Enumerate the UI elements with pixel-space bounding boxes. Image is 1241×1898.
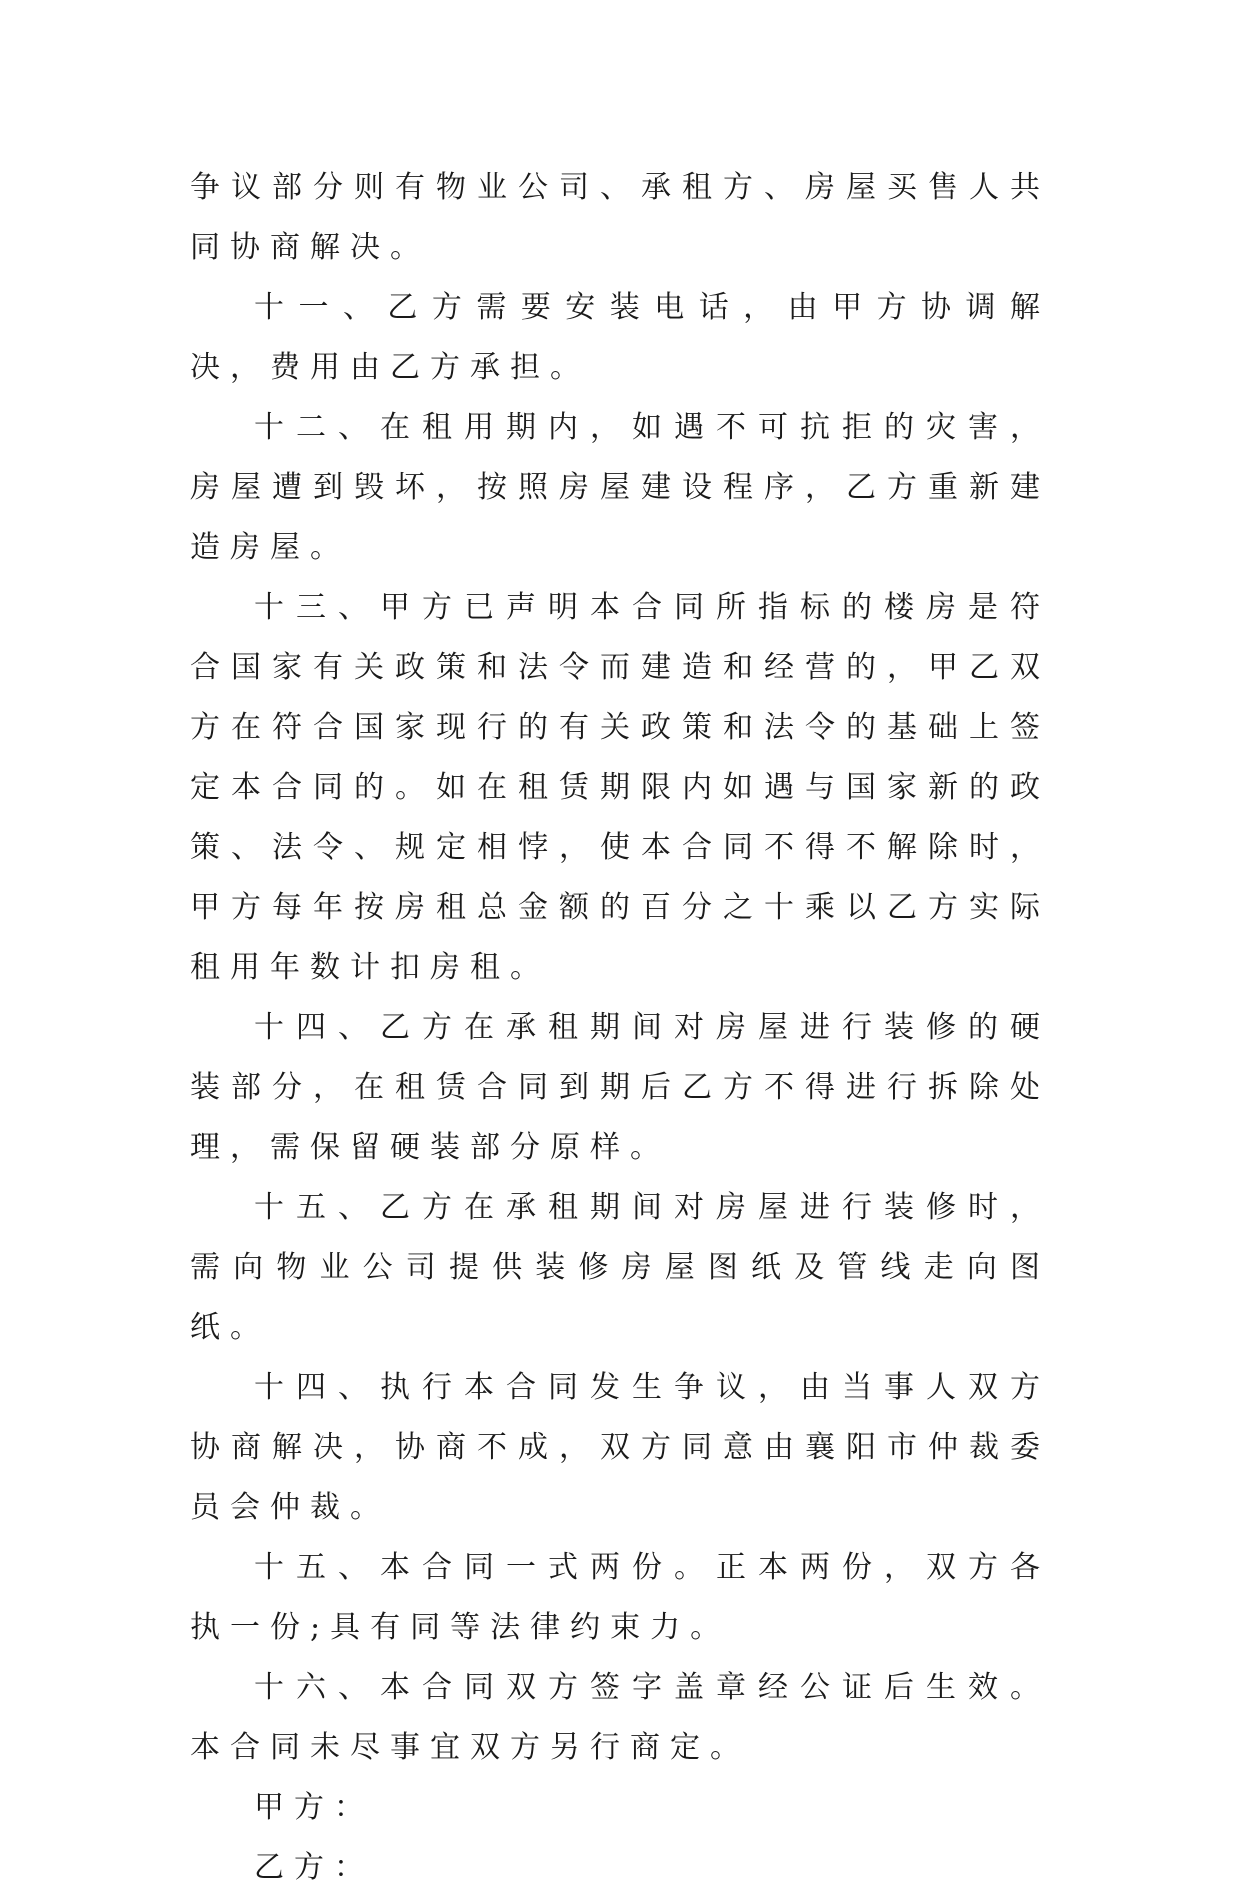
paragraph-clause-15-drawings: 十五、乙方在承租期间对房屋进行装修时，需向物业公司提供装修房屋图纸及管线走向图纸。 — [190, 1190, 1050, 1345]
document-body — [190, 158, 1050, 1898]
paragraph-clause-16-effect: 十六、本合同双方签字盖章经公证后生效。本合同未尽事宜双方另行商定。 — [190, 1670, 1050, 1765]
paragraph-clause-14-arbitration: 十四、执行本合同发生争议，由当事人双方协商解决，协商不成，双方同意由襄阳市仲裁委员会仲裁。 — [190, 1370, 1050, 1525]
paragraph-clause-14-renovation: 十四、乙方在承租期间对房屋进行装修的硬装部分，在租赁合同到期后乙方不得进行拆除处理，需保留硬装部分原样。 — [190, 1010, 1050, 1165]
paragraph-clause-11: 十一、乙方需要安装电话，由甲方协调解决，费用由乙方承担。 — [190, 290, 1050, 385]
paragraph-dispute-continuation: 争议部分则有物业公司、承租方、房屋买售人共同协商解决。 — [190, 170, 1050, 265]
party-a-signature-line: 甲方： — [254, 1790, 374, 1825]
paragraph-clause-15-copies: 十五、本合同一式两份。正本两份，双方各执一份;具有同等法律约束力。 — [190, 1550, 1050, 1645]
party-b-signature-line: 乙方： — [254, 1850, 374, 1885]
paragraph-clause-13: 十三、甲方已声明本合同所指标的楼房是符合国家有关政策和法令而建造和经营的，甲乙双方在符合国家现行的有关政策和法令的基础上签定本合同的。如在租赁期限内如遇与国家新的政策、法令、规定相悖，使本合同不得不解除时，甲方每年按房租总金额的百分之十乘以乙方实际租用年数计扣房租。 — [190, 590, 1050, 985]
paragraph-clause-12: 十二、在租用期内，如遇不可抗拒的灾害，房屋遭到毁坏，按照房屋建设程序，乙方重新建造房屋。 — [190, 410, 1050, 565]
